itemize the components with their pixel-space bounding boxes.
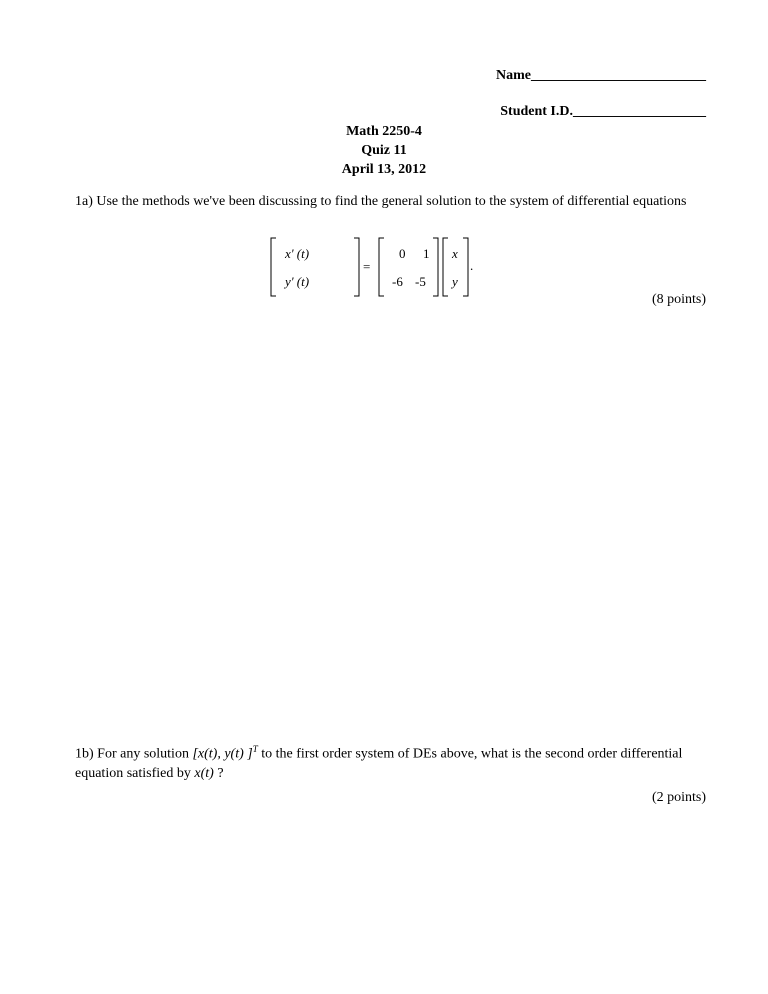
q1b-question-mark: ? [213,765,224,781]
question-1b-text [75,740,715,783]
student-id-blank[interactable]: ___________________ [573,104,706,119]
student-id-label: Student I.D. [500,104,573,119]
question-1a-text: 1a) Use the methods we've been discussing to find the general solution to the system of differential equations [75,194,687,209]
name-field[interactable] [496,68,706,84]
q1b-middle: to the first order system of DEs above, what is the second order differential equation satisfied by [75,746,683,781]
name-blank[interactable]: _________________________ [531,68,706,83]
matrix-a21: -6 [392,274,403,289]
lhs-x-prime: x' (t) [285,246,310,261]
q1b-x-of-t: x(t) [194,765,214,781]
vector-x: x [452,246,458,261]
matrix-a11: 0 [399,246,406,261]
q1b-prefix: 1b) For any solution [75,746,193,762]
equals-sign: = [363,259,371,274]
lhs-y-prime: y' (t) [285,274,310,289]
name-label: Name [496,68,531,83]
equation-period: . [470,258,474,273]
question-1a-points: (8 points) [651,292,706,307]
course-title: Math 2250-4 [346,124,422,139]
question-1b-points: (2 points) [651,790,706,805]
student-id-field[interactable] [500,104,706,120]
matrix-a22: -5 [415,274,426,289]
matrix-equation [268,236,488,302]
quiz-header [0,122,768,179]
quiz-title: Quiz 11 [361,143,407,158]
matrix-a12: 1 [423,246,430,261]
q1b-transpose: T [252,744,258,754]
q1b-solution-vector: [x(t), y(t) ] [192,746,253,762]
vector-y: y [452,274,458,289]
quiz-date: April 13, 2012 [341,162,427,177]
